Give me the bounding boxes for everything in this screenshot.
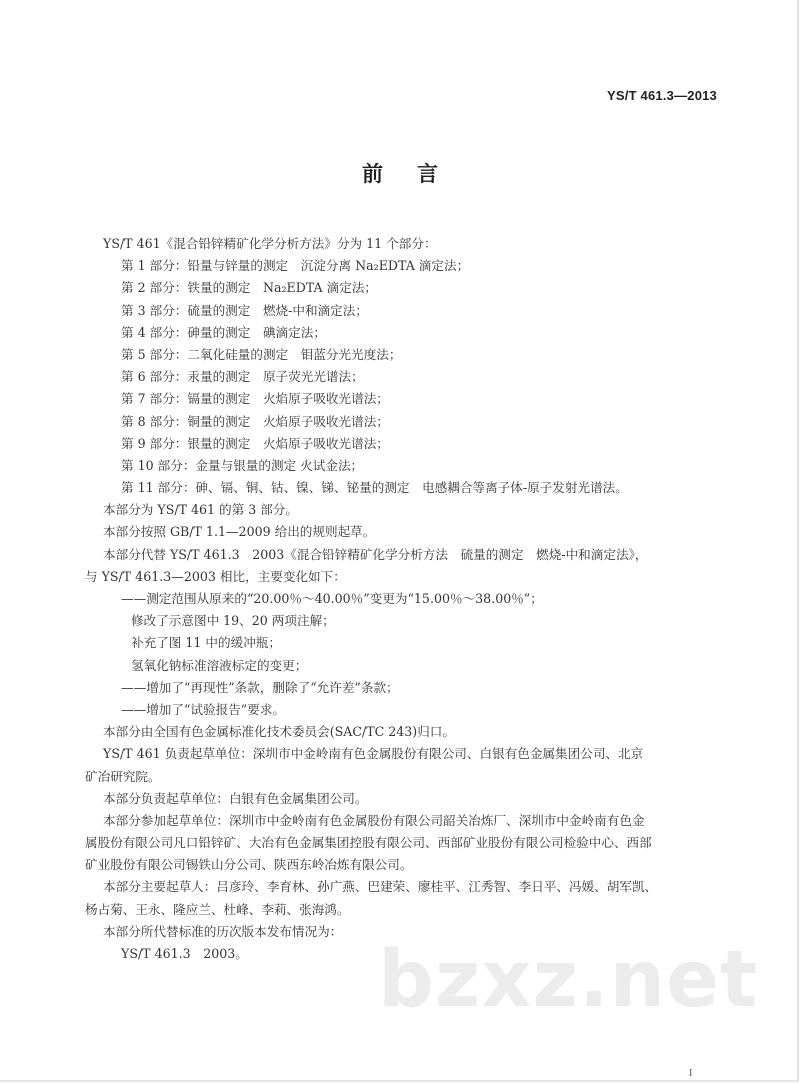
list-item: ——增加了“试验报告”要求。 xyxy=(121,701,286,717)
paragraph-replaces: 本部分代替 YS/T 461.3 2003《混合铅锌精矿化学分析方法 硫量的测定 燃烧-中和滴定法》， xyxy=(103,546,648,562)
paragraph-participating: 本部分参加起草单位：深圳市中金岭南有色金属股份有限公司韶关冶炼厂、深圳市中金岭南有色金 xyxy=(103,812,645,828)
list-item: 第 1 部分：铅量与锌量的测定 沉淀分离 Na₂EDTA 滴定法； xyxy=(121,258,470,274)
list-item: ——增加了“再现性”条款，删除了“允许差”条款； xyxy=(121,679,399,695)
paragraph-participating-cont: 属股份有限公司凡口铅锌矿、大冶有色金属集团控股有限公司、西部矿业股份有限公司检验中心、西部 xyxy=(85,835,652,851)
list-item: 第 2 部分：铁量的测定 Na₂EDTA 滴定法； xyxy=(121,280,378,296)
paragraph-committee: 本部分由全国有色金属标准化技术委员会(SAC/TC 243)归口。 xyxy=(103,724,455,740)
paragraph-ys-drafting: YS/T 461 负责起草单位：深圳市中金岭南有色金属股份有限公司、白银有色金属集团公司、北京 xyxy=(103,746,644,762)
paragraph-drafted-per: 本部分按照 GB/T 1.1—2009 给出的规则起草。 xyxy=(103,524,376,540)
list-item: 第 6 部分：汞量的测定 原子荧光光谱法； xyxy=(121,369,364,385)
list-item: 第 4 部分：砷量的测定 碘滴定法； xyxy=(121,324,326,340)
standard-code-header: YS/T 461.3—2013 xyxy=(607,88,717,103)
page-title: 前言 xyxy=(362,162,472,186)
paragraph-history-intro: 本部分所代替标准的历次版本发布情况为： xyxy=(103,923,343,939)
paragraph-ys-drafting-cont: 矿冶研究院。 xyxy=(85,768,161,784)
list-item: 第 5 部分：二氧化硅量的测定 钼蓝分光光度法； xyxy=(121,346,402,362)
list-item: 第 9 部分：银量的测定 火焰原子吸收光谱法； xyxy=(121,435,389,451)
history-item: YS/T 461.3 2003。 xyxy=(121,946,248,961)
list-item: 第 7 部分：镉量的测定 火焰原子吸收光谱法； xyxy=(121,391,389,407)
list-item: 氢氧化钠标准溶液标定的变更； xyxy=(131,657,308,673)
list-item: 第 3 部分：硫量的测定 燃烧-中和滴定法； xyxy=(121,302,368,318)
paragraph-drafters-cont: 杨占菊、王永、隆应兰、杜峰、李莉、张海鸿。 xyxy=(85,901,350,917)
paragraph-part-of: 本部分为 YS/T 461 的第 3 部分。 xyxy=(103,502,298,518)
paragraph-participating-cont: 矿业股份有限公司锡铁山分公司、陕西东岭冶炼有限公司。 xyxy=(85,857,413,873)
list-item: ——测定范围从原来的“20.00％～40.00％”变更为“15.00％～38.00％”； xyxy=(121,591,543,606)
paragraph-drafters: 本部分主要起草人：吕彦玲、李育林、孙广燕、巴建荣、廖桂平、江秀智、李日平、冯媛、胡军凯、 xyxy=(103,879,658,895)
watermark: bzxz.net xyxy=(378,935,759,1025)
list-item: 修改了示意图中 19、20 两项注解； xyxy=(131,613,335,629)
list-item: 补充了图 11 中的缓冲瓶； xyxy=(131,635,281,651)
parts-list xyxy=(103,255,703,499)
paragraph-replaces-cont: 与 YS/T 461.3—2003 相比，主要变化如下： xyxy=(85,568,346,584)
intro-line: YS/T 461《混合铅锌精矿化学分析方法》分为 11 个部分： xyxy=(103,236,437,251)
page-number: I xyxy=(689,1068,693,1079)
list-item: 第 8 部分：铜量的测定 火焰原子吸收光谱法； xyxy=(121,413,389,429)
paragraph-responsible-unit: 本部分负责起草单位：白银有色金属集团公司。 xyxy=(103,790,368,806)
list-item: 第 10 部分：金量与银量的测定 火试金法； xyxy=(121,457,364,473)
changes-list xyxy=(103,588,703,721)
list-item: 第 11 部分：砷、镉、铜、钴、镍、锑、铋量的测定 电感耦合等离子体-原子发射光谱法。 xyxy=(121,480,628,496)
foreword-body xyxy=(85,233,703,965)
